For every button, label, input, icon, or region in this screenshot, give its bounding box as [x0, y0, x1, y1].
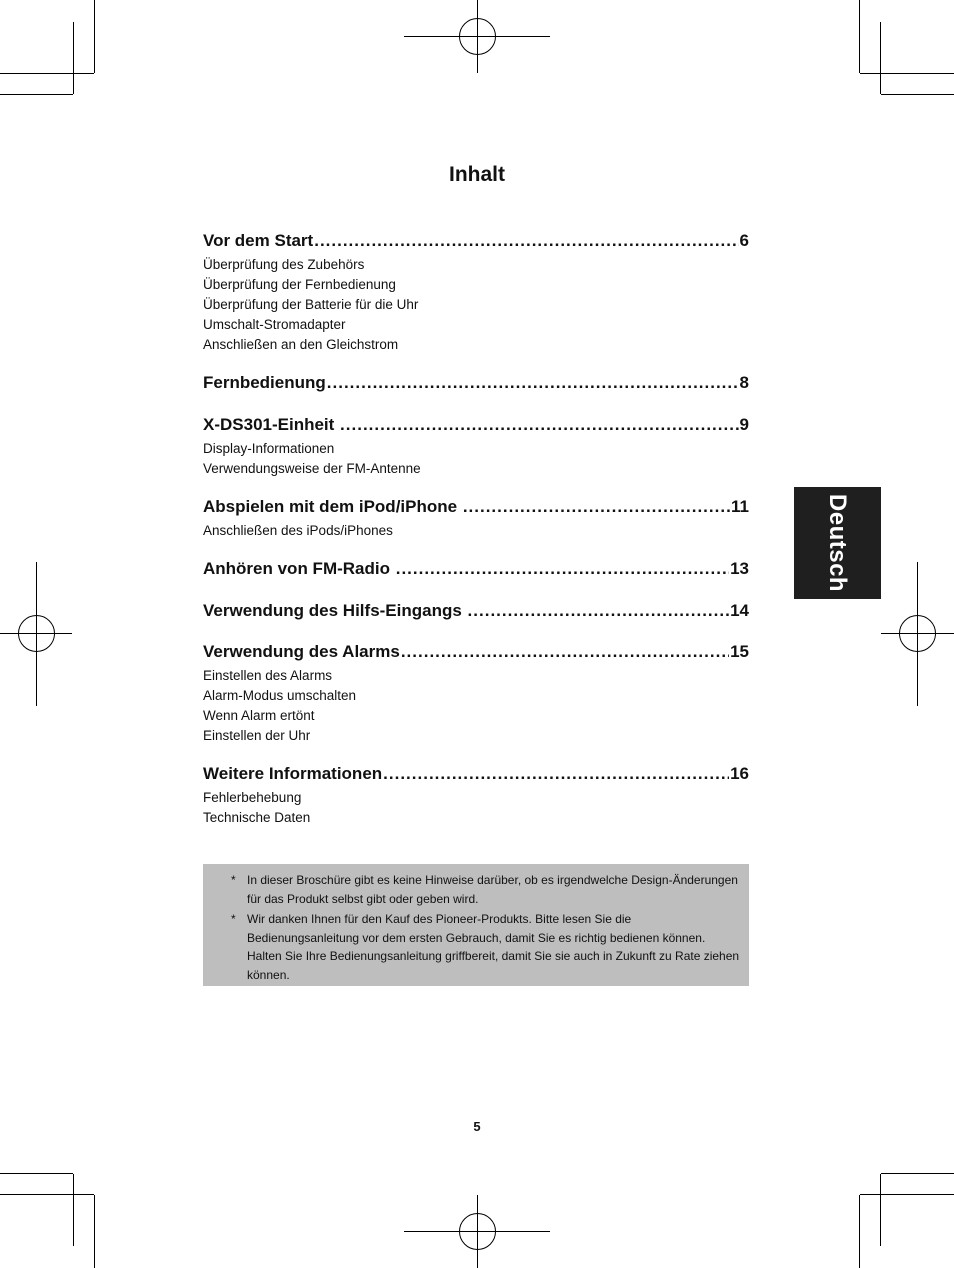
toc-subitem[interactable]: Einstellen der Uhr [203, 728, 311, 743]
toc-entry-fm-radio [203, 557, 749, 581]
toc-subitem[interactable]: Überprüfung der Batterie für die Uhr [203, 297, 419, 312]
toc-title: Anhören von FM-Radio [203, 559, 395, 578]
toc-title: Vor dem Start [203, 231, 314, 250]
toc-entry-hilfs-eingang [203, 599, 749, 623]
toc-title: Verwendung des Alarms [203, 642, 400, 661]
note-bullet: * [231, 912, 236, 926]
toc-page: 13 [730, 559, 749, 578]
note-bullet: * [231, 873, 236, 887]
toc-entry-x-ds301-einheit [203, 413, 749, 479]
note-item [231, 910, 743, 984]
toc-page: 11 [731, 497, 749, 516]
toc-title: Weitere Informationen [203, 764, 383, 783]
toc-title: Fernbedienung [203, 373, 326, 392]
dot-leader [468, 599, 730, 623]
toc-page: 6 [739, 231, 749, 250]
toc-subitem[interactable]: Verwendungsweise der FM-Antenne [203, 461, 421, 476]
toc-page: 14 [730, 601, 749, 620]
toc-entry-abspielen-ipod [203, 495, 749, 541]
toc-subitem[interactable]: Fehlerbehebung [203, 790, 302, 805]
toc-subitem[interactable]: Umschalt-Stromadapter [203, 317, 346, 332]
toc-heading[interactable] [203, 371, 749, 395]
toc-heading[interactable] [203, 762, 749, 786]
toc-subitem[interactable]: Einstellen des Alarms [203, 668, 333, 683]
toc-subitem[interactable]: Überprüfung der Fernbedienung [203, 277, 396, 292]
dot-leader [396, 557, 729, 581]
toc-subitem[interactable]: Anschließen an den Gleichstrom [203, 337, 399, 352]
toc-page: 8 [739, 373, 749, 392]
toc-heading[interactable] [203, 599, 749, 623]
toc-page: 9 [739, 415, 749, 434]
toc-page: 16 [730, 764, 749, 783]
note-item [231, 871, 743, 908]
toc-subitem[interactable]: Technische Daten [203, 810, 311, 825]
page-number: 5 [473, 1119, 481, 1134]
language-tab [794, 487, 881, 599]
toc-subitem[interactable]: Wenn Alarm ertönt [203, 708, 315, 723]
toc-page: 15 [730, 642, 749, 661]
toc-heading[interactable] [203, 495, 749, 519]
language-tab-label: Deutsch [824, 493, 852, 593]
toc-heading[interactable] [203, 413, 749, 437]
note-text: In dieser Broschüre gibt es keine Hinweise darüber, ob es irgendwelche Design-Änderungen für das Produkt selbst gibt oder geben wird. [247, 873, 738, 906]
notes-box [203, 864, 749, 986]
dot-leader [383, 762, 729, 786]
toc-title: Verwendung des Hilfs-Eingangs [203, 601, 467, 620]
dot-leader [463, 495, 730, 519]
toc-entry-fernbedienung [203, 371, 749, 395]
dot-leader [327, 371, 739, 395]
toc-heading[interactable] [203, 229, 749, 253]
toc-heading[interactable] [203, 640, 749, 664]
note-text: Wir danken Ihnen für den Kauf des Pioneer-Produkts. Bitte lesen Sie die Bedienungsanleitung vor dem ersten Gebrauch, damit Sie es richtig bedienen können. Halten Sie Ihre Bedienungsanleitung griffbereit, damit Sie sie auch in Zukunft zu Rate ziehen können. [247, 912, 740, 982]
toc-entry-weitere-informationen [203, 762, 749, 828]
page-title: Inhalt [449, 163, 505, 186]
toc-heading[interactable] [203, 557, 749, 581]
toc-subitem[interactable]: Anschließen des iPods/iPhones [203, 523, 393, 538]
toc-title: Abspielen mit dem iPod/iPhone [203, 497, 462, 516]
dot-leader [401, 640, 729, 664]
dot-leader [340, 413, 738, 437]
dot-leader [314, 229, 738, 253]
toc-entry-alarms [203, 640, 749, 746]
toc-subitem[interactable]: Alarm-Modus umschalten [203, 688, 357, 703]
toc-subitem[interactable]: Überprüfung des Zubehörs [203, 257, 365, 272]
toc-title: X-DS301-Einheit [203, 415, 340, 434]
toc-subitem[interactable]: Display-Informationen [203, 441, 335, 456]
toc-entry-vor-dem-start [203, 229, 749, 355]
